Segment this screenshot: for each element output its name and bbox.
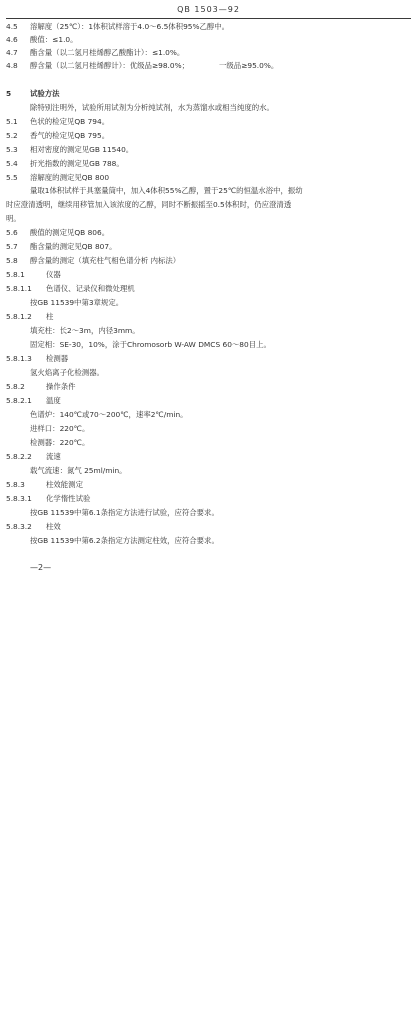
inertness-test-body: 按GB 11539中第6.1条指定方法进行试验，应符合要求。 [30,508,219,517]
stationary-phase: 固定相：SE-30，10%，涂于Chromosorb W-AW DMCS 60～80目上。 [30,340,271,349]
clause-5-3: 5.3 相对密度的测定见GB 11540。 [6,145,134,154]
injector-temperature: 进样口：220℃。 [30,424,90,433]
carrier-gas-flow: 载气流速：氮气 25ml/min。 [30,466,127,475]
clause-5-1: 5.1 色状的检定见QB 794。 [6,117,110,126]
clause-5-5: 5.5 溶解度的测定见QB 800 [6,173,110,182]
column-efficiency-body: 按GB 11539中第6.2条指定方法测定柱效，应符合要求。 [30,536,219,545]
oven-temperature: 色谱炉：140℃或70～200℃，速率2℃/min。 [30,410,188,419]
clause-4-8: 4.8 醇含量（以二氢月桂烯醇计）：优级品≥98.0%； 一级品≥95.0%。 [6,61,279,70]
page-number: —2— [30,563,52,572]
clause-5-8-3-1: 5.8.3.1 化学惰性试验 [6,494,91,503]
clause-5-8-1-2: 5.8.1.2 柱 [6,312,54,321]
clause-5-5-body-1: 量取1体积试样于具塞量筒中，加入4体积55%乙醇，置于25℃的恒温水浴中，振幼 [30,186,303,195]
clause-5-5-body-2: 时应澄清透明，继续用移管加入该浓度的乙醇，同时不断振摇至0.5体积时，仍应澄清透 [6,200,292,209]
clause-5-8-2-1: 5.8.2.1 温度 [6,396,61,405]
section-5-heading: 5 试验方法 [6,89,60,98]
clause-5-8-1-1-body: 按GB 11539中第3章规定。 [30,298,124,307]
header-rule [6,18,411,19]
clause-5-8: 5.8 醇含量的测定（填充柱气相色谱分析 内标法） [6,256,181,265]
clause-5-7: 5.7 酯含量的测定见QB 807。 [6,242,117,251]
clause-4-5: 4.5 溶解度（25℃）：1体积试样溶于4.0～6.5体积95%乙醇中。 [6,22,230,31]
detector-type: 氢火焰离子化检测器。 [30,368,104,377]
clause-5-2: 5.2 香气的检定见QB 795。 [6,131,110,140]
standard-code: QB 1503—92 [177,5,240,14]
clause-5-8-2-2: 5.8.2.2 流速 [6,452,61,461]
clause-5-8-3: 5.8.3 柱效能测定 [6,480,83,489]
clause-5-5-body-3: 明。 [6,214,21,223]
clause-5-8-3-2: 5.8.3.2 柱效 [6,522,61,531]
section-5-intro: 除特别注明外，试验所用试剂为分析纯试剂，水为蒸馏水或相当纯度的水。 [30,103,274,112]
clause-5-8-1-1: 5.8.1.1 色谱仪、记录仪和微处理机 [6,284,135,293]
clause-4-7: 4.7 酯含量（以二氢月桂烯醇乙酸酯计）：≤1.0%。 [6,48,185,57]
clause-5-8-2: 5.8.2 操作条件 [6,382,76,391]
detector-temperature: 检测器：220℃。 [30,438,90,447]
clause-5-8-1-3: 5.8.1.3 检测器 [6,354,69,363]
clause-5-6: 5.6 酸值的测定见QB 806。 [6,228,110,237]
clause-5-4: 5.4 折光指数的测定见GB 788。 [6,159,124,168]
column-packing: 填充柱：长2～3m，内径3mm。 [30,326,140,335]
clause-4-6: 4.6 酸值：≤1.0。 [6,35,78,44]
clause-5-8-1: 5.8.1 仪器 [6,270,61,279]
